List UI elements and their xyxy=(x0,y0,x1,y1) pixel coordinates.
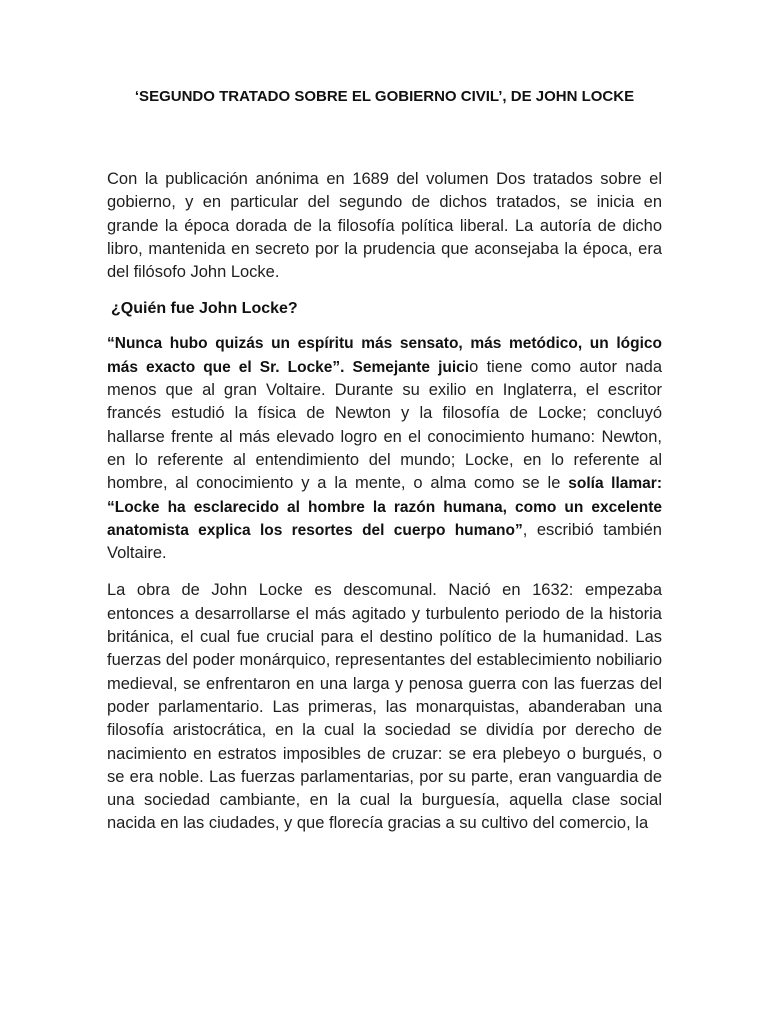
history-paragraph: La obra de John Locke es descomunal. Nació en 1632: empezaba entonces a desarrollarse el más agitado y turbulento periodo de la historia británica, el cual fue crucial para el destino político de la humanidad. Las fuerzas del poder monárquico, representantes del establecimiento nobiliario medieval, se enfrentaron en una larga y penosa guerra con las fuerzas del poder parlamentario. Las primeras, las monarquistas, abanderaban una filosofía aristocrática, en la cual la sociedad se dividía por derecho de nacimiento en estratos imposibles de cruzar: se era plebeyo o burgués, o se era noble. Las fuerzas parlamentarias, por su parte, eran vanguardia de una sociedad cambiante, en la cual la burguesía, aquella clase social nacida en las ciudades, y que florecía gracias a su cultivo del comercio, la xyxy=(107,581,662,833)
voltaire-quote: “Nunca hubo quizás un espíritu más sensato, más metódico, un lógico más exacto que el Sr. Locke”. Semejante juici xyxy=(107,335,662,376)
intro-paragraph: Con la publicación anónima en 1689 del volumen Dos tratados sobre el gobierno, y en particular del segundo de dichos tratados, se inicia en grande la época dorada de la filosofía política liberal. La autoría de dicho libro, mantenida en secreto por la prudencia que aconsejaba la época, era del filósofo John Locke. xyxy=(107,170,662,282)
voltaire-text-end: , escribió también Voltaire. xyxy=(107,520,662,563)
voltaire-paragraph xyxy=(107,332,662,565)
voltaire-quote-anatomist: solía llamar: “Locke ha esclarecido al hombre la razón humana, como un excelente anatomista explica los resortes del cuerpo humano” xyxy=(107,475,662,539)
section-heading: ¿Quién fue John Locke? xyxy=(111,300,298,318)
voltaire-text: o tiene como autor nada menos que al gran Voltaire. Durante su exilio en Inglaterra, el escritor francés estudió la física de Newton y la filosofía de Locke; concluyó hallarse frente al más elevado logro en el conocimiento humano: Newton, en lo referente al entendimiento del mundo; Locke, en lo referente al hombre, al conocimiento y a la mente, o alma como se le xyxy=(107,357,662,493)
document-body xyxy=(107,86,662,836)
document-title: ‘SEGUNDO TRATADO SOBRE EL GOBIERNO CIVIL’, DE JOHN LOCKE xyxy=(134,88,635,105)
